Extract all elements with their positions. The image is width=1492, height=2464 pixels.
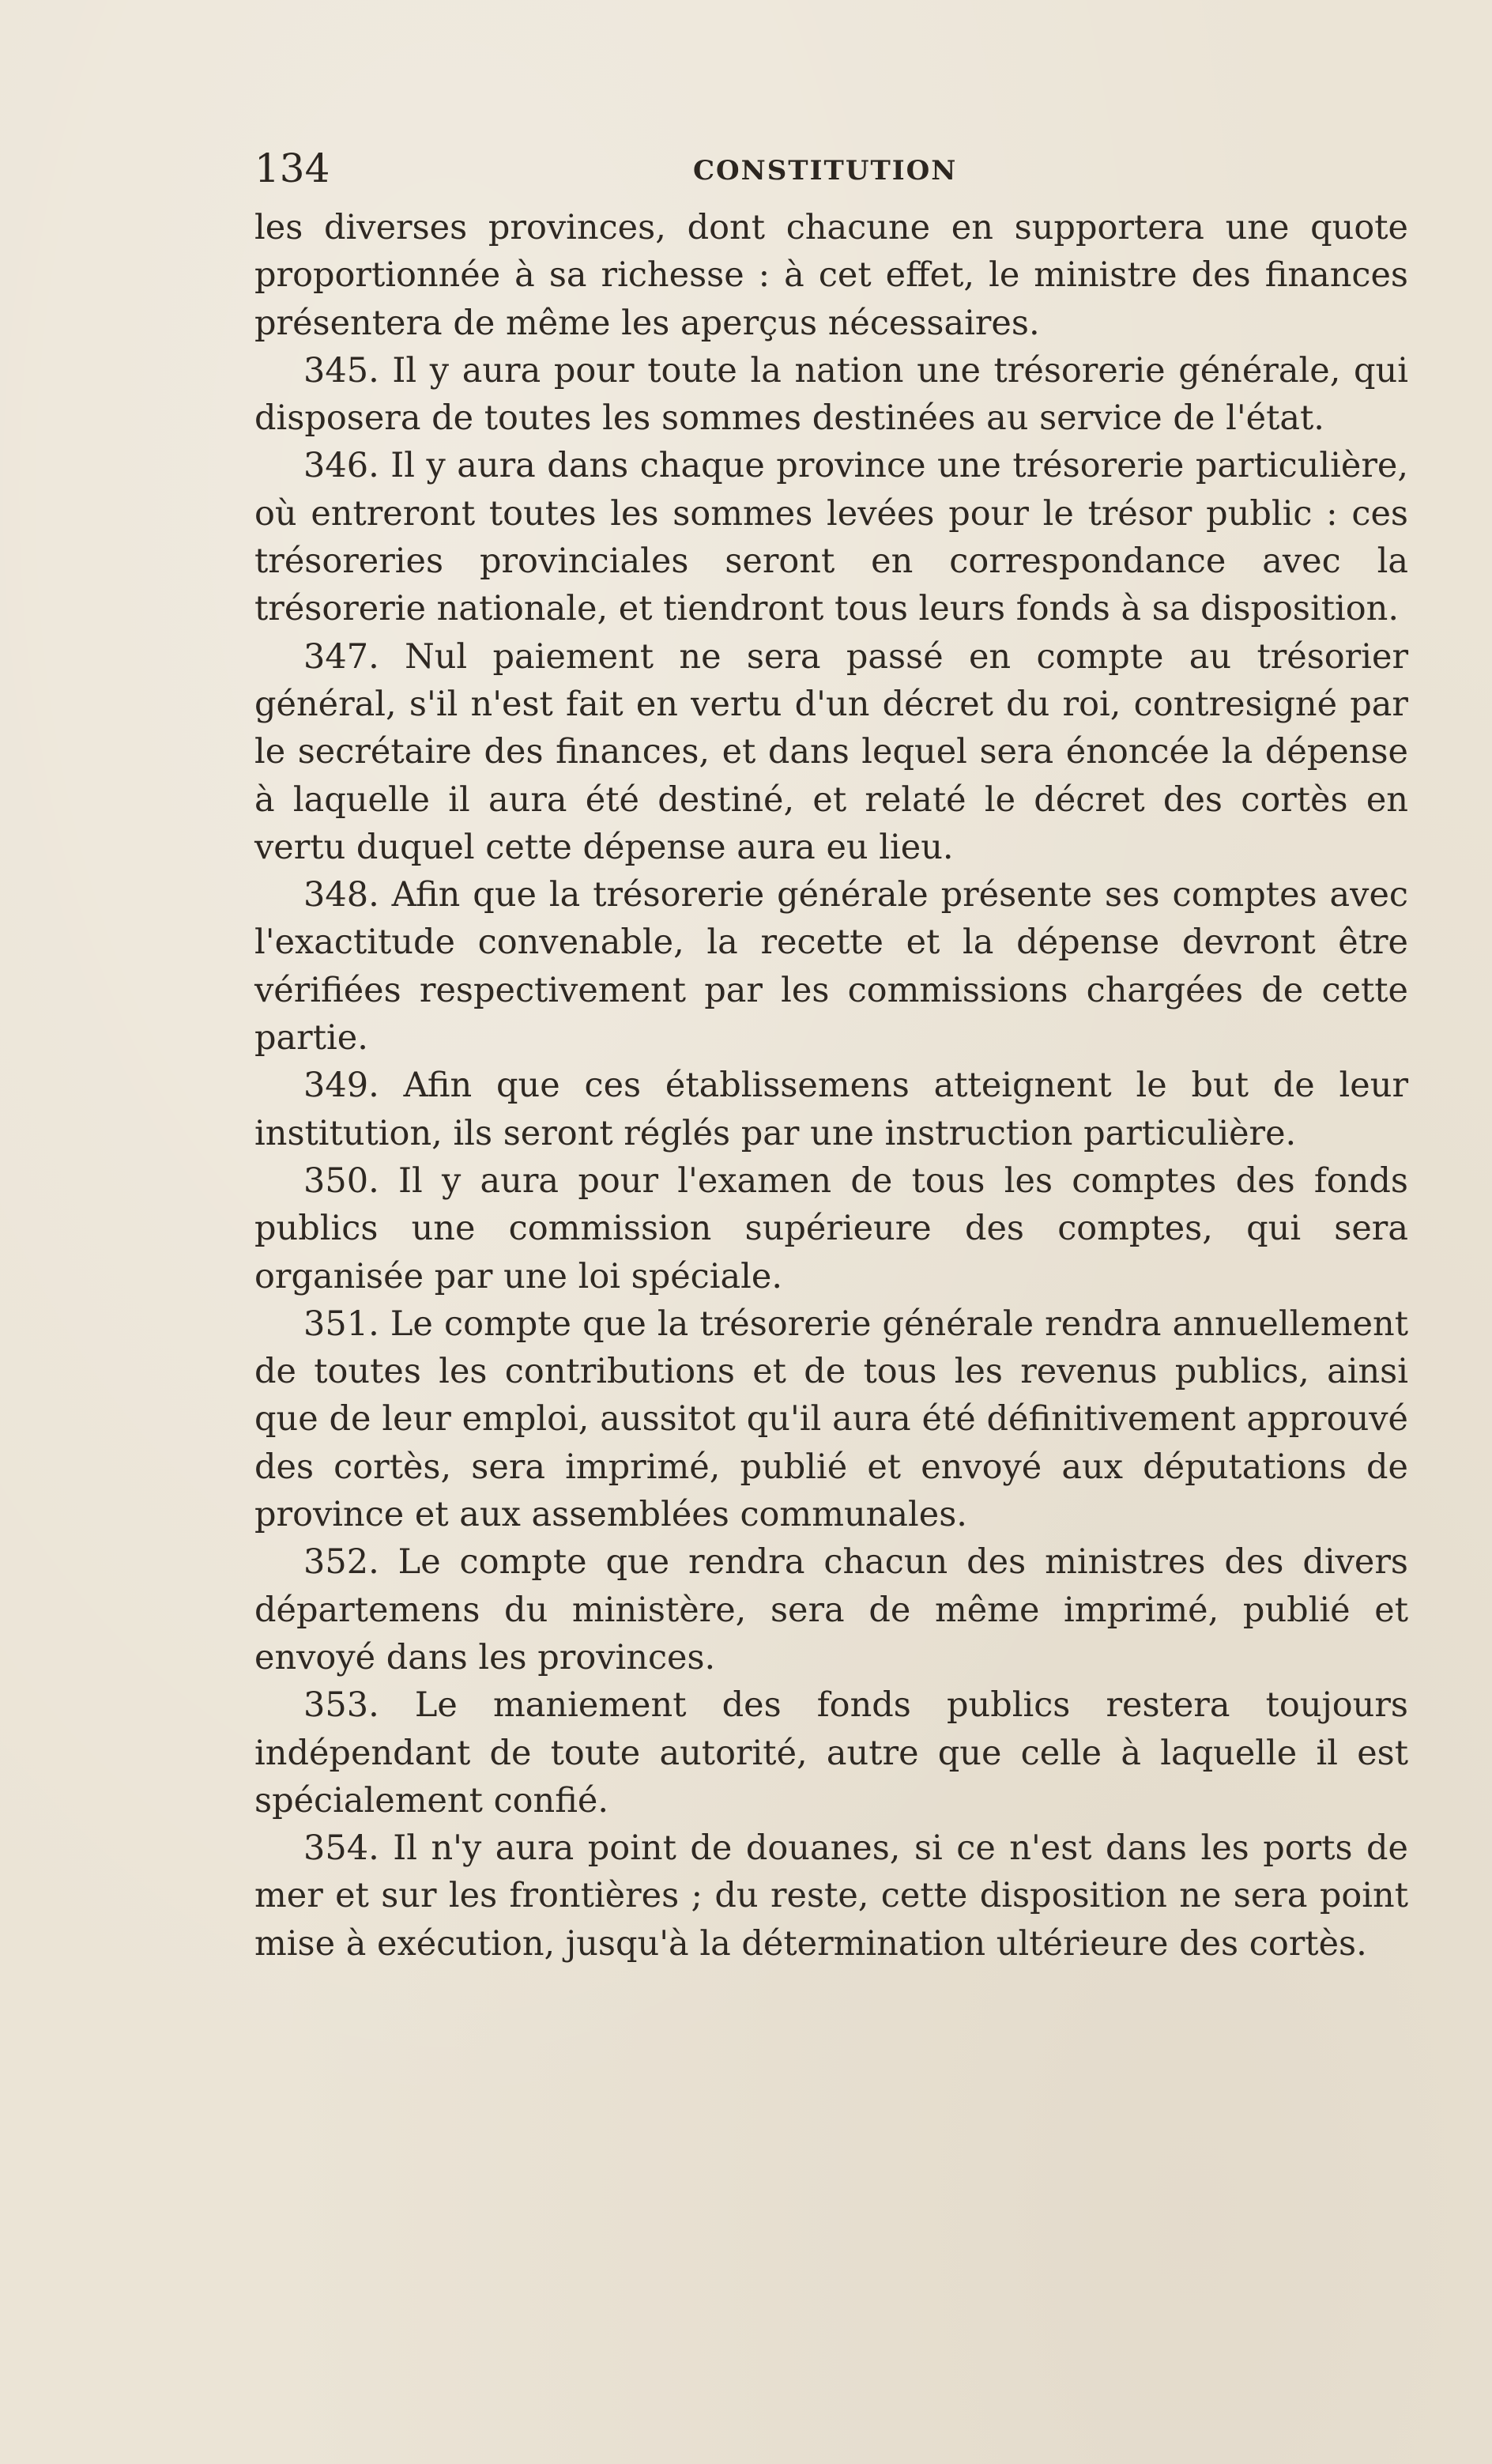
- article-349: 349. Afin que ces établissemens atteignent le but de leur institution, ils seront réglés par une instruction particulière.: [254, 1066, 1408, 1153]
- article-352: 352. Le compte que rendra chacun des ministres des divers départemens du ministère, sera de même imprimé, publié et envoyé dans les provinces.: [254, 1542, 1408, 1677]
- continuation-paragraph: les diverses provinces, dont chacune en supportera une quote proportionnée à sa richesse : à cet effet, le ministre des finances présentera de même les aperçus nécessaires.: [254, 208, 1408, 343]
- running-title: CONSTITUTION: [693, 155, 958, 187]
- article-346: 346. Il y aura dans chaque province une trésorerie particulière, où entreront toutes les sommes levées pour le trésor public : ces trésoreries provinciales seront en correspondance avec la trésorerie nationale, et tiendront tous leurs fonds à sa disposition.: [254, 446, 1408, 629]
- running-head: [254, 141, 1408, 196]
- article-353: 353. Le maniement des fonds publics restera toujours indépendant de toute autorité, autre que celle à laquelle il est spécialement confié.: [254, 1685, 1408, 1821]
- page-number: 134: [254, 145, 330, 191]
- article-345: 345. Il y aura pour toute la nation une trésorerie générale, qui disposera de toutes les sommes destinées au service de l'état.: [254, 350, 1408, 439]
- article-347: 347. Nul paiement ne sera passé en compte au trésorier général, s'il n'est fait en vertu d'un décret du roi, contresigné par le secrétaire des finances, et dans lequel sera énoncée la dépense à laquelle il aura été destiné, et relaté le décret des cortès en vertu duquel cette dépense aura eu lieu.: [254, 636, 1408, 867]
- article-351: 351. Le compte que la trésorerie générale rendra annuellement de toutes les contributions et de tous les revenus publics, ainsi que de leur emploi, aussitot qu'il aura été définitivement approuvé des cortès, sera imprimé, publié et envoyé aux députations de province et aux assemblées communales.: [254, 1304, 1408, 1535]
- body-text: [254, 204, 1408, 1968]
- article-354: 354. Il n'y aura point de douanes, si ce n'est dans les ports de mer et sur les frontières ; du reste, cette disposition ne sera point mise à exécution, jusqu'à la détermination ultérieure des cortès.: [254, 1828, 1408, 1964]
- article-348: 348. Afin que la trésorerie générale présente ses comptes avec l'exactitude convenable, la recette et la dépense devront être vérifiées respectivement par les commissions chargées de cette partie.: [254, 875, 1408, 1058]
- article-350: 350. Il y aura pour l'examen de tous les comptes des fonds publics une commission supérieure des comptes, qui sera organisée par une loi spéciale.: [254, 1160, 1408, 1296]
